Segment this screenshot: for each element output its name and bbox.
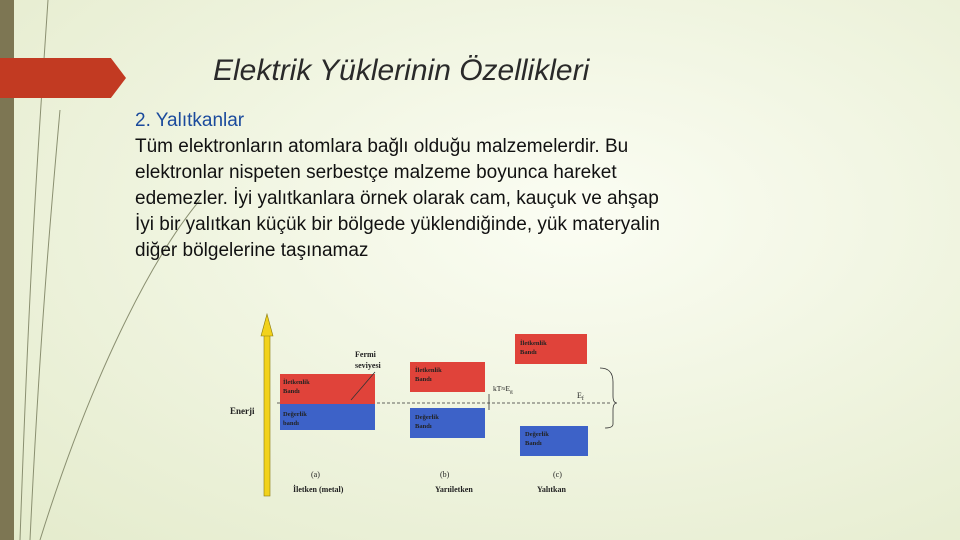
band-diagram (225, 312, 625, 502)
caption-a: İletken (metal) (293, 485, 344, 494)
caption-c: Yalıtkan (537, 485, 566, 494)
fermi-label-1: Fermi (355, 350, 376, 359)
conduction-label-a-1: İletkenlik (283, 379, 310, 386)
valence-label-a-2: bandı (283, 420, 299, 427)
panel-c-label: (c) (553, 470, 562, 479)
body-line-2: elektronlar nispeten serbestçe malzeme boyunca hareket (135, 162, 617, 183)
title-accent-tab (0, 58, 126, 98)
panel-a-label: (a) (311, 470, 320, 479)
caption-b: Yarıiletken (435, 485, 473, 494)
fermi-label-2: seviyesi (355, 361, 381, 370)
body-line-4: İyi bir yalıtkan küçük bir bölgede yüklendiğinde, yük materyalin (135, 214, 660, 235)
body-text (135, 108, 935, 264)
body-line-5: diğer bölgelerine taşınamaz (135, 240, 369, 261)
conduction-label-c-1: İletkenlik (520, 340, 547, 347)
valence-label-b-2: Bandı (415, 423, 432, 430)
panel-b-label: (b) (440, 470, 450, 479)
subheading: 2. Yalıtkanlar (135, 110, 245, 131)
ef-label: $E_f$ (577, 391, 584, 402)
valence-label-c-2: Bandı (525, 440, 542, 447)
conduction-label-c-2: Bandı (520, 349, 537, 356)
kt-label: $kT\approx E_g$ (493, 384, 513, 395)
body-line-1: Tüm elektronların atomlara bağlı olduğu malzemelerdir. Bu (135, 136, 629, 157)
conduction-label-a-2: Bandı (283, 388, 300, 395)
valence-label-c-1: Değerlik (525, 431, 549, 438)
valence-label-b-1: Değerlik (415, 414, 439, 421)
slide-title: Elektrik Yüklerinin Özellikleri (213, 54, 590, 87)
energy-label: Enerji (230, 406, 255, 416)
conduction-label-b-2: Bandı (415, 376, 432, 383)
conduction-label-b-1: İletkenlik (415, 367, 442, 374)
gap-bracket (600, 368, 617, 428)
valence-label-a-1: Değerlik (283, 411, 307, 418)
energy-arrow (261, 314, 273, 496)
body-line-3: edemezler. İyi yalıtkanlara örnek olarak cam, kauçuk ve ahşap (135, 188, 659, 209)
